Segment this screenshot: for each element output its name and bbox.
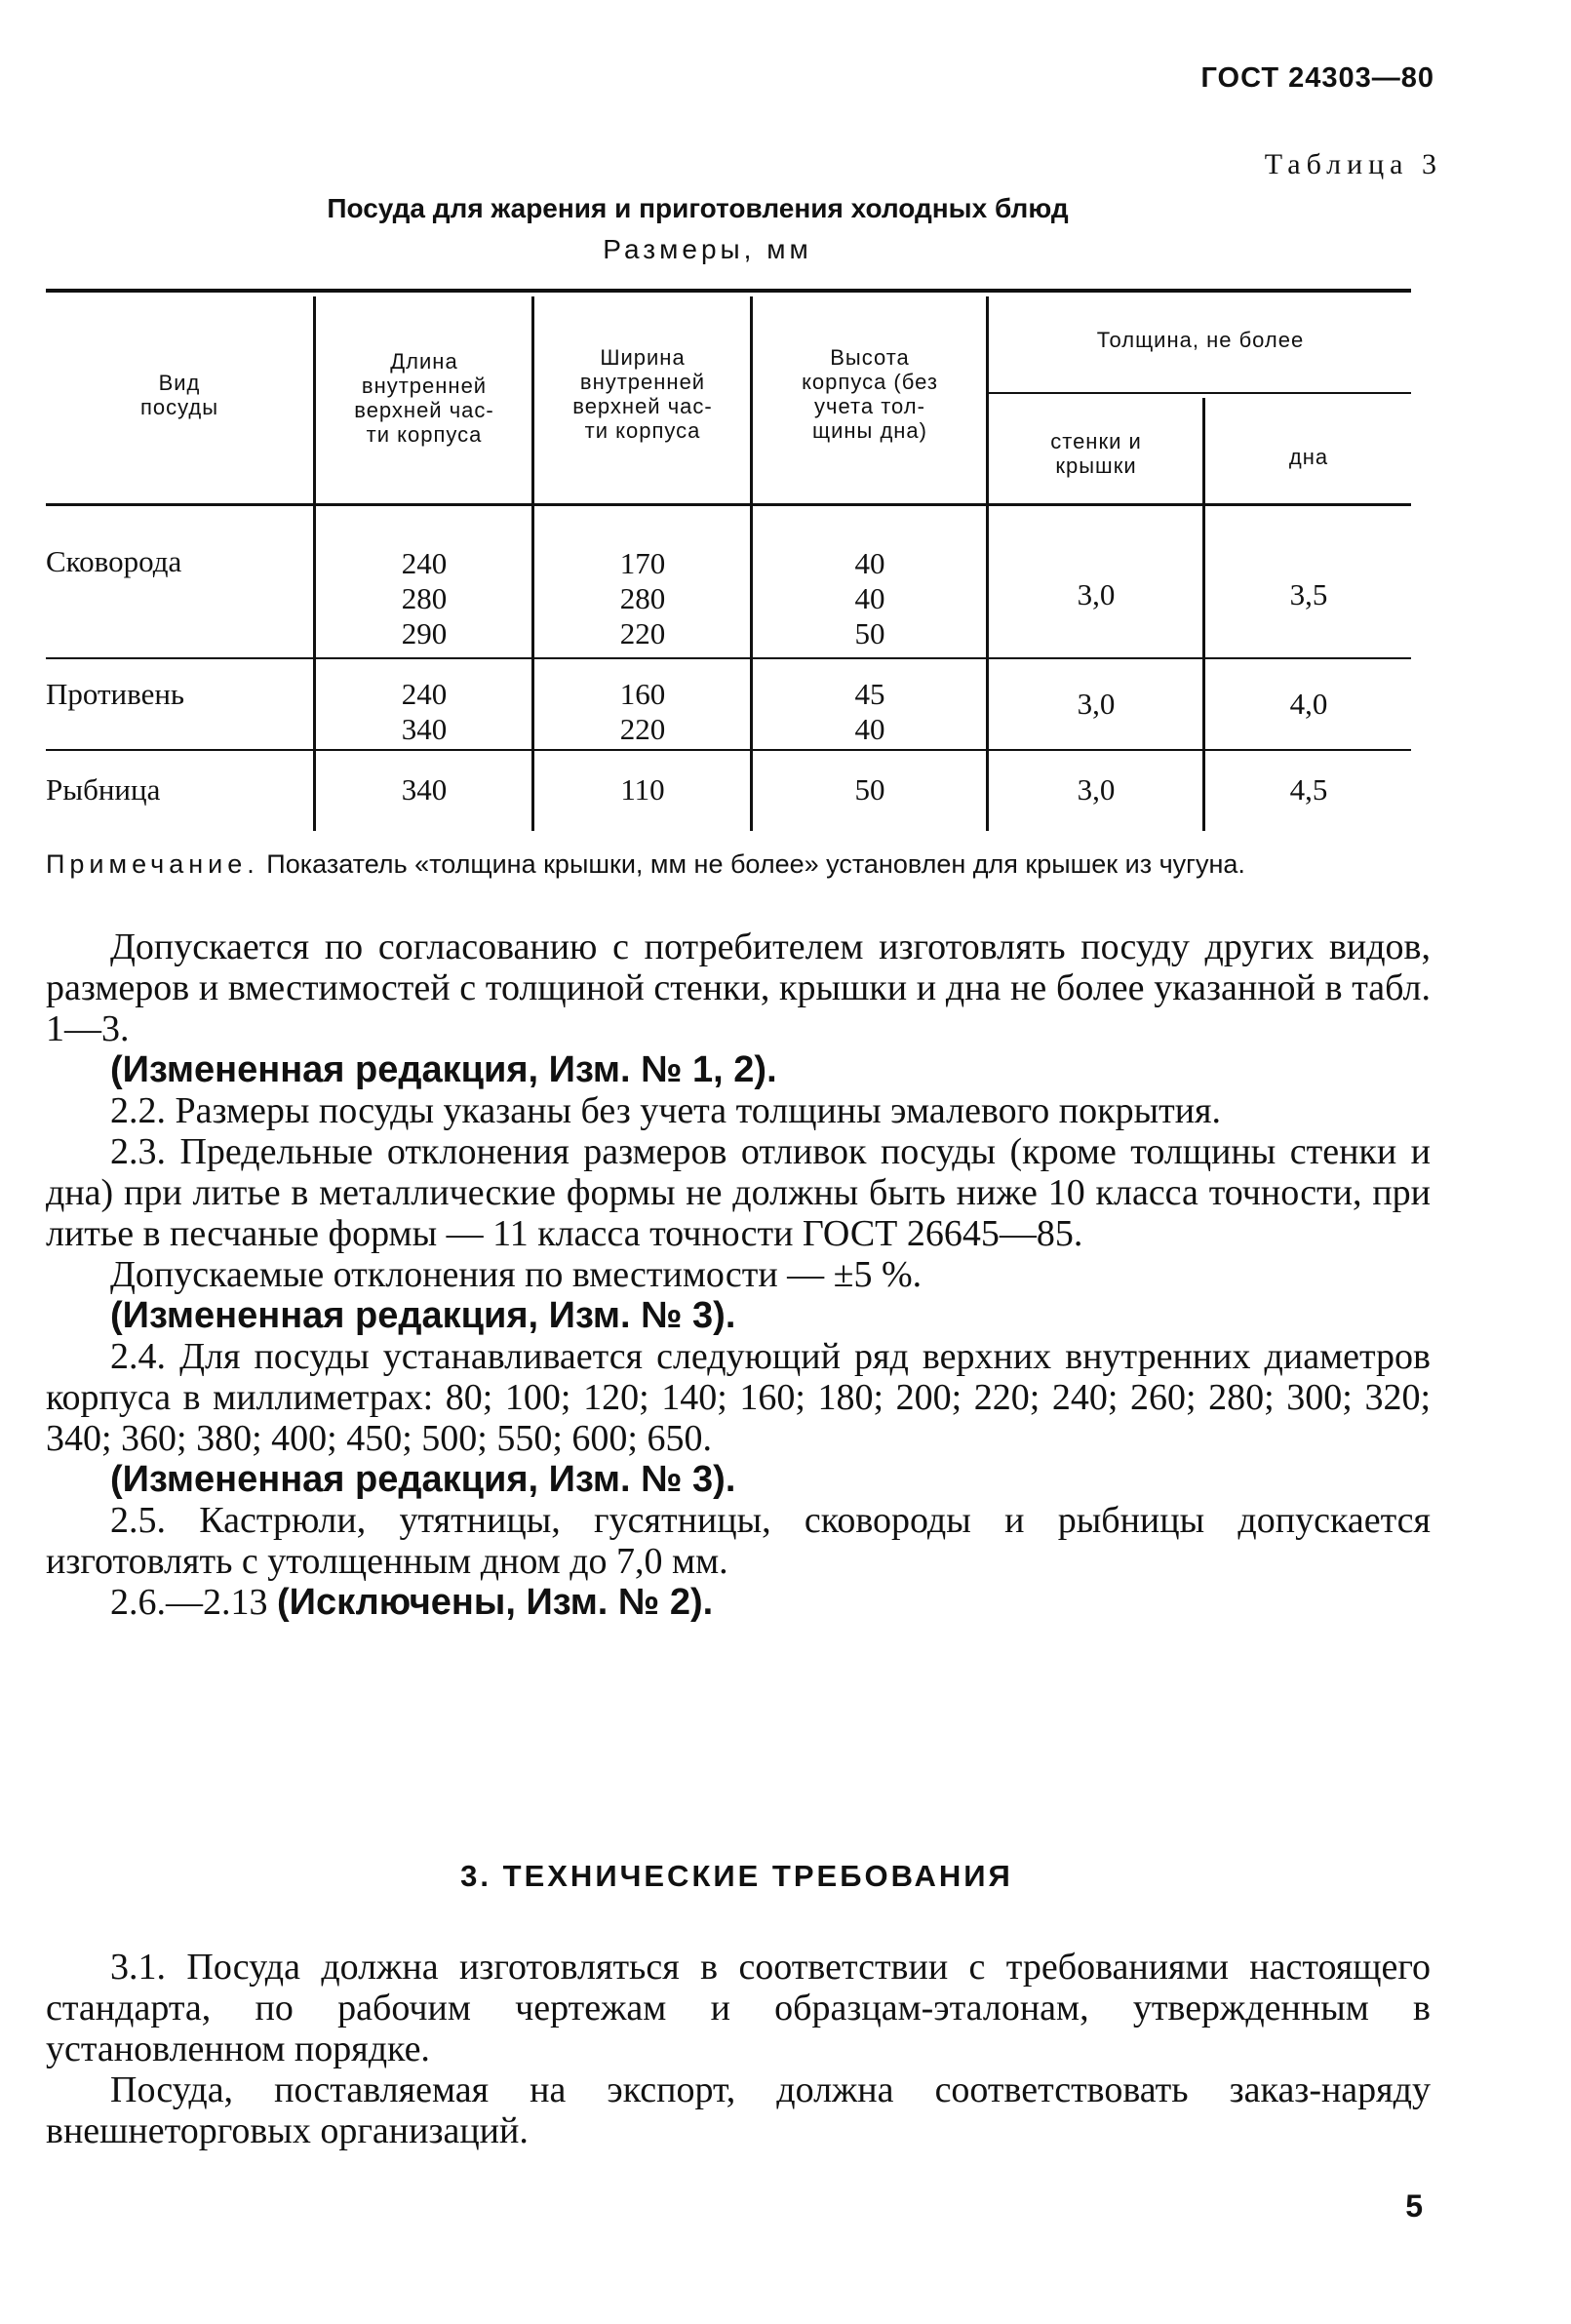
paragraph: Допускается по согласованию с потребителем изготовлять посуду других видов, размеров и вместимостей с толщиной стенки, крышки и дна не более указанной в табл. 1—3. bbox=[46, 926, 1431, 1049]
row3-wall: 3,0 bbox=[1077, 772, 1116, 807]
header-width-line: ти корпуса bbox=[584, 418, 701, 443]
amendment-note: (Измененная редакция, Изм. № 1, 2). bbox=[110, 1049, 777, 1090]
row-label: Сковорода bbox=[46, 544, 182, 578]
header-bottom-rule bbox=[46, 503, 1411, 506]
row1-wall: 3,0 bbox=[1077, 577, 1116, 611]
col-rule-1 bbox=[313, 296, 316, 831]
row1-width bbox=[535, 546, 750, 651]
cell-value: 170 bbox=[619, 546, 666, 580]
table-units-text: Размеры, мм bbox=[603, 234, 812, 264]
row1-bottom: 3,5 bbox=[1289, 577, 1328, 611]
row2-bottom-rule bbox=[46, 749, 1411, 751]
row1-bottom-rule bbox=[46, 657, 1411, 659]
paragraph-prefix: 2.6.—2.13 bbox=[110, 1582, 277, 1623]
note-label: Примечание. bbox=[46, 849, 259, 879]
table-note bbox=[46, 847, 1431, 882]
cell-value: 240 bbox=[401, 546, 448, 580]
row2-height bbox=[754, 677, 986, 747]
row-label: Противень bbox=[46, 677, 185, 711]
cell-value: 280 bbox=[619, 581, 666, 615]
table-caption: Таблица 3 bbox=[1264, 148, 1442, 180]
cell-value: 280 bbox=[401, 581, 448, 615]
cell-value: 160 bbox=[619, 677, 666, 711]
header-wall-line: крышки bbox=[1055, 453, 1137, 478]
header-height-line: учета тол- bbox=[814, 394, 925, 418]
row2-wall: 3,0 bbox=[1077, 687, 1116, 721]
row3-bottom: 4,5 bbox=[1289, 772, 1328, 807]
header-bottom: дна bbox=[1288, 445, 1329, 469]
cell-value: 340 bbox=[401, 712, 448, 746]
table-top-rule bbox=[46, 289, 1411, 293]
row1-height bbox=[754, 546, 986, 651]
paragraph: 2.3. Предельные отклонения размеров отливок посуды (кроме толщины стенки и дна) при литье в металлические формы не должны быть ниже 10 класса точности, при литье в песчаные формы — 11 класса точности ГОСТ 26645—85. bbox=[46, 1131, 1431, 1254]
amendment-note: (Измененная редакция, Изм. № 3). bbox=[110, 1459, 736, 1500]
cell-value: 50 bbox=[854, 616, 885, 650]
row3-height bbox=[754, 772, 986, 807]
table-title-text: Посуда для жарения и приготовления холодных блюд bbox=[327, 193, 1069, 223]
cell-value: 240 bbox=[401, 677, 448, 711]
header-width bbox=[535, 345, 750, 443]
cell-value: 50 bbox=[854, 772, 885, 807]
header-width-line: внутренней bbox=[579, 370, 706, 394]
page-number: 5 bbox=[1405, 2188, 1423, 2224]
header-length-line: Длина bbox=[390, 349, 458, 374]
row2-length bbox=[317, 677, 531, 747]
header-type-line: Вид bbox=[158, 371, 201, 395]
paragraph: Посуда, поставляемая на экспорт, должна соответствовать заказ-наряду внешнеторговых организаций. bbox=[46, 2069, 1431, 2151]
row3-length bbox=[317, 772, 531, 807]
row3-width bbox=[535, 772, 750, 807]
row-label: Рыбница bbox=[46, 772, 161, 807]
paragraph: 2.5. Кастрюли, утятницы, гусятницы, сковороды и рыбницы допускается изготовлять с утолщенным дном до 7,0 мм. bbox=[46, 1500, 1431, 1582]
table-title bbox=[0, 193, 1571, 224]
section-heading bbox=[0, 1859, 1571, 1894]
body-text-section-3 bbox=[46, 1947, 1431, 2151]
header-type-line: посуды bbox=[139, 395, 219, 419]
dimensions-table bbox=[46, 289, 1411, 835]
cell-value: 45 bbox=[854, 677, 885, 711]
header-height-line: щины дна) bbox=[811, 418, 927, 443]
body-text-section-2 bbox=[46, 926, 1431, 1623]
header-wall bbox=[990, 429, 1202, 478]
table-units bbox=[0, 234, 1571, 265]
paragraph bbox=[46, 1582, 1431, 1623]
cell-value: 40 bbox=[854, 581, 885, 615]
header-wall-line: стенки и bbox=[1050, 429, 1142, 453]
cell-value: 220 bbox=[619, 712, 666, 746]
header-thickness: Толщина, не более bbox=[1096, 328, 1305, 352]
header-length-line: верхней час- bbox=[354, 398, 494, 422]
header-length bbox=[317, 349, 531, 447]
header-height bbox=[754, 345, 986, 443]
section-heading-text: 3. ТЕХНИЧЕСКИЕ ТРЕБОВАНИЯ bbox=[460, 1859, 1013, 1893]
cell-value: 340 bbox=[401, 772, 448, 807]
cell-value: 290 bbox=[401, 616, 448, 650]
paragraph: 2.4. Для посуды устанавливается следующий ряд верхних внутренних диаметров корпуса в миллиметрах: 80; 100; 120; 140; 160; 180; 200; 220; 240; 260; 280; 300; 320; 340; 360; 380; 400; 450; 500; 550; 600; 650. bbox=[46, 1336, 1431, 1459]
header-height-line: корпуса (без bbox=[802, 370, 938, 394]
note-text: Показатель «толщина крышки, мм не более» установлен для крышек из чугуна. bbox=[258, 849, 1245, 879]
header-width-line: Ширина bbox=[600, 345, 686, 370]
amendment-note: (Измененная редакция, Изм. № 3). bbox=[110, 1295, 736, 1336]
col-rule-2 bbox=[531, 296, 534, 831]
col-rule-3 bbox=[750, 296, 753, 831]
cell-value: 110 bbox=[620, 772, 665, 807]
paragraph: Допускаемые отклонения по вместимости — ±5 %. bbox=[110, 1254, 923, 1295]
amendment-note: (Исключены, Изм. № 2). bbox=[277, 1582, 714, 1623]
paragraph: 2.2. Размеры посуды указаны без учета толщины эмалевого покрытия. bbox=[110, 1090, 1222, 1131]
col-rule-5 bbox=[1202, 398, 1205, 831]
header-length-line: внутренней bbox=[361, 374, 488, 398]
row2-width bbox=[535, 677, 750, 747]
header-height-line: Высота bbox=[830, 345, 910, 370]
document-code: ГОСТ 24303—80 bbox=[1200, 62, 1434, 94]
header-length-line: ти корпуса bbox=[366, 422, 483, 447]
header-width-line: верхней час- bbox=[572, 394, 713, 418]
row1-length bbox=[317, 546, 531, 651]
cell-value: 220 bbox=[619, 616, 666, 650]
paragraph: 3.1. Посуда должна изготовляться в соответствии с требованиями настоящего стандарта, по рабочим чертежам и образцам-эталонам, утвержденным в установленном порядке. bbox=[46, 1947, 1431, 2069]
col-rule-4 bbox=[986, 296, 989, 831]
header-type bbox=[46, 371, 313, 419]
row2-bottom: 4,0 bbox=[1289, 687, 1328, 721]
thickness-sub-rule bbox=[988, 392, 1411, 394]
cell-value: 40 bbox=[854, 712, 885, 746]
cell-value: 40 bbox=[854, 546, 885, 580]
